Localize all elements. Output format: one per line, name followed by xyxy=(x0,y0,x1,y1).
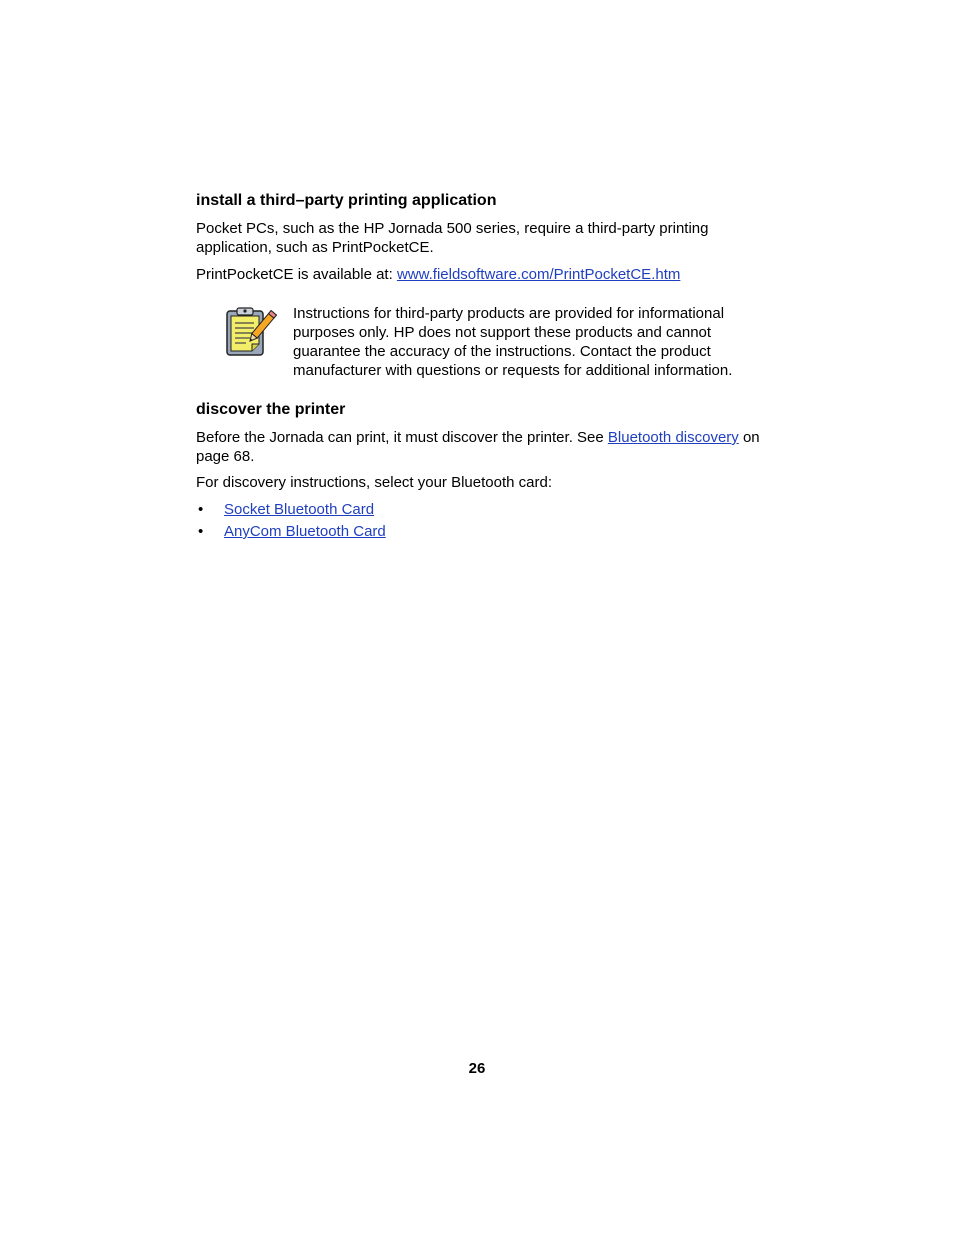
anycom-bluetooth-card-link[interactable]: AnyCom Bluetooth Card xyxy=(224,523,386,540)
section-heading-discover: discover the printer xyxy=(196,401,346,418)
discovery-instructions: For discovery instructions, select your Bluetooth card: xyxy=(196,474,552,491)
bluetooth-discovery-link[interactable]: Bluetooth discovery xyxy=(607,429,739,446)
bullet-icon: • xyxy=(198,523,204,540)
install-description: Pocket PCs, such as the HP Jornada 500 series, require a third-party printing application, such as PrintPocketCE. xyxy=(196,220,709,256)
discover-description xyxy=(196,428,766,466)
bullet-icon: • xyxy=(198,501,204,518)
availability-label: PrintPocketCE is available at: xyxy=(196,266,397,283)
discover-text-before: Before the Jornada can print, it must discover the printer. See xyxy=(196,429,608,446)
availability-line xyxy=(196,265,766,284)
clipboard-pencil-icon xyxy=(224,306,278,360)
discover-text-after: on page 68. xyxy=(196,429,760,465)
list-item xyxy=(196,521,386,543)
note-text: Instructions for third-party products are provided for informational purposes only. HP does not support these products and cannot guarantee the accuracy of the instructions. Contact the product manufacturer with questions or requests for additional information. xyxy=(293,305,733,379)
fieldsoftware-link[interactable]: www.fieldsoftware.com/PrintPocketCE.htm xyxy=(396,266,681,283)
list-item xyxy=(196,499,386,521)
bluetooth-card-list xyxy=(196,499,386,543)
section-heading-install: install a third–party printing application xyxy=(196,192,497,209)
socket-bluetooth-card-link[interactable]: Socket Bluetooth Card xyxy=(224,501,375,518)
page-number: 26 xyxy=(468,1060,486,1077)
